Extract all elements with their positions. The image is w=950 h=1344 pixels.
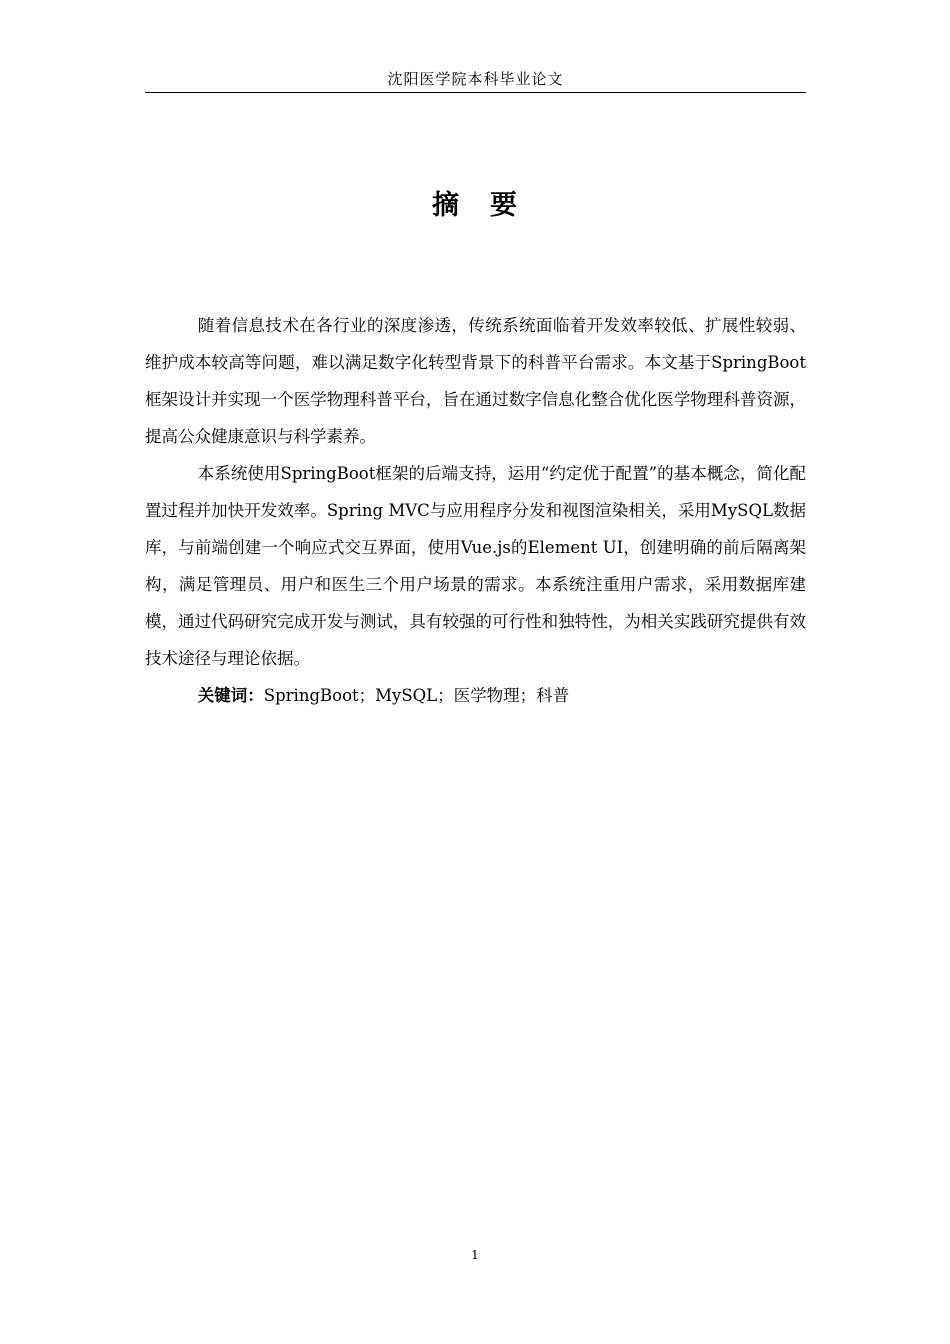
abstract-body bbox=[145, 307, 806, 714]
running-header bbox=[145, 68, 806, 93]
page-number: 1 bbox=[471, 1248, 479, 1262]
keywords-line bbox=[145, 677, 806, 714]
keywords-label: 关键词： bbox=[197, 686, 264, 705]
abstract-title: 摘 要 bbox=[432, 190, 519, 221]
keywords-text: SpringBoot；MySQL；医学物理；科普 bbox=[263, 686, 570, 705]
header-title: 沈阳医学院本科毕业论文 bbox=[387, 70, 564, 88]
abstract-paragraph-1: 随着信息技术在各行业的深度渗透，传统系统面临着开发效率较低、扩展性较弱、维护成本较高等问题，难以满足数字化转型背景下的科普平台需求。本文基于SpringBoot框架设计并实现一个医学物理科普平台，旨在通过数字信息化整合优化医学物理科普资源，提高公众健康意识与科学素养。 bbox=[145, 316, 806, 446]
abstract-paragraph-2: 本系统使用SpringBoot框架的后端支持，运用“约定优于配置”的基本概念，简化配置过程并加快开发效率。Spring MVC与应用程序分发和视图渲染相关，采用MySQL数据库，与前端创建一个响应式交互界面，使用Vue.js的Element UI，创建明确的前后隔离架构，满足管理员、用户和医生三个用户场景的需求。本系统注重用户需求，采用数据库建模，通过代码研究完成开发与测试，具有较强的可行性和独特性，为相关实践研究提供有效技术途径与理论依据。 bbox=[145, 464, 806, 668]
